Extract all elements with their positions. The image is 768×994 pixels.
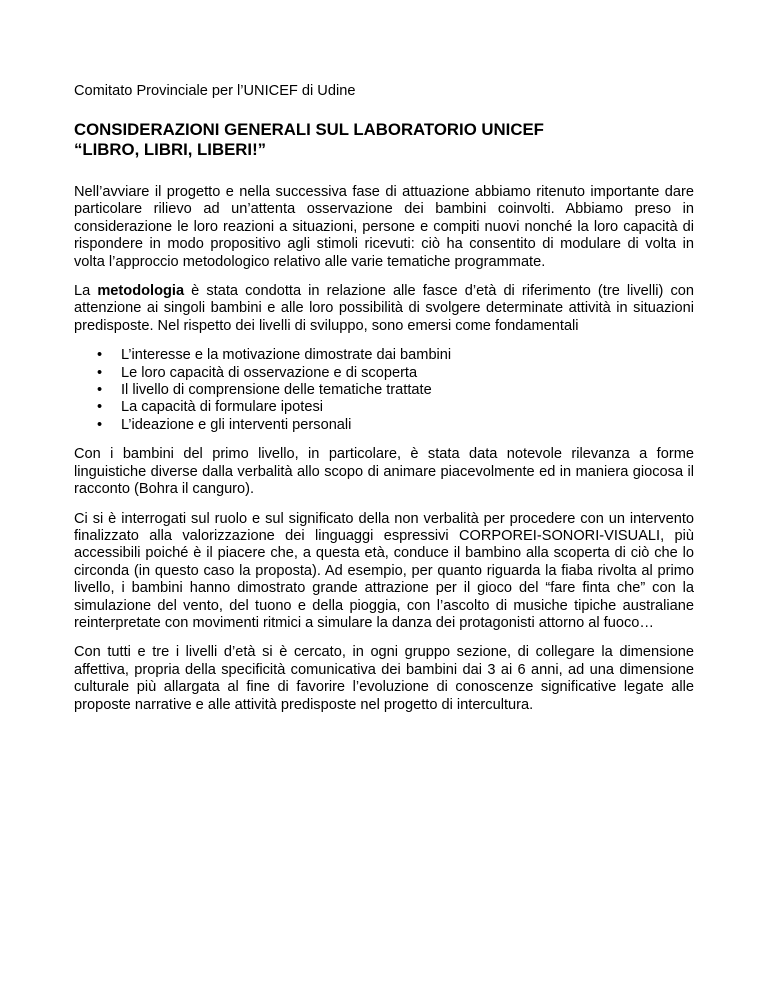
list-item: • L’ideazione e gli interventi personali [97, 417, 694, 434]
methodology-text: è stata condotta in relazione alle fasce d’età di riferimento (tre livelli) con attenzione ai singoli bambini e alle loro possibilità di svolgere determinate attività in situazioni predisposte. Nel rispetto dei livelli di sviluppo, sono emersi come fondamentali [74, 283, 694, 334]
methodology-keyword: metodologia [97, 283, 185, 300]
title-line-2: “LIBRO, LIBRI, LIBERI!” [74, 140, 267, 159]
fundamentals-list [74, 347, 694, 434]
title-line-1: CONSIDERAZIONI GENERALI SUL LABORATORIO UNICEF [74, 120, 544, 139]
list-item: • Il livello di comprensione delle tematiche trattate [97, 382, 694, 399]
methodology-prefix: La [74, 283, 98, 300]
list-item: • L’interesse e la motivazione dimostrate dai bambini [97, 347, 694, 364]
paragraph-all-levels: Con tutti e tre i livelli d’età si è cercato, in ogni gruppo sezione, di collegare la dimensione affettiva, propria della specificità comunicativa dei bambini dai 3 ai 6 anni, ad una dimensione culturale più allargata al fine di favorire l’evoluzione di conoscenze significative legate alle proposte narrative e alle attività predisposte nel progetto di intercultura. [74, 644, 694, 713]
paragraph-first-level: Con i bambini del primo livello, in particolare, è stata data notevole rilevanza a forme linguistiche diverse dalla verbalità allo scopo di animare piacevolmente ed in maniera giocosa il racconto (Bohra il canguro). [74, 446, 694, 498]
paragraph-methodology [74, 283, 694, 335]
list-item: • La capacità di formulare ipotesi [97, 399, 694, 416]
paragraph-intro: Nell’avviare il progetto e nella successiva fase di attuazione abbiamo ritenuto importante dare particolare rilievo ad un’attenta osservazione dei bambini coinvolti. Abbiamo preso in considerazione le loro reazioni a situazioni, persone e compiti nuovi nonché la loro capacità di rispondere in modo propositivo agli stimoli ricevuti: ciò ha consentito di modulare di volta in volta l’approccio metodologico relativo alle varie tematiche programmate. [74, 184, 694, 270]
list-item: • Le loro capacità di osservazione e di scoperta [97, 365, 694, 382]
document-title [74, 120, 694, 160]
paragraph-non-verbal: Ci si è interrogati sul ruolo e sul significato della non verbalità per procedere con un intervento finalizzato alla valorizzazione dei linguaggi espressivi CORPOREI-SONORI-VISUALI, più accessibili poiché è il piacere che, a questa età, conduce il bambino alla scoperta di ciò che lo circonda (in questo caso la proposta). Ad esempio, per quanto riguarda la fiaba rivolta al primo livello, i bambini hanno dimostrato grande attrazione per il gioco del “fare finta che” con la simulazione del vento, del tuono e della pioggia, con l’ascolto di musiche tipiche australiane reinterpretate con movimenti ritmici a simulare la danza dei protagonisti attorno al fuoco… [74, 510, 694, 631]
organization-header: Comitato Provinciale per l’UNICEF di Udine [74, 83, 356, 99]
